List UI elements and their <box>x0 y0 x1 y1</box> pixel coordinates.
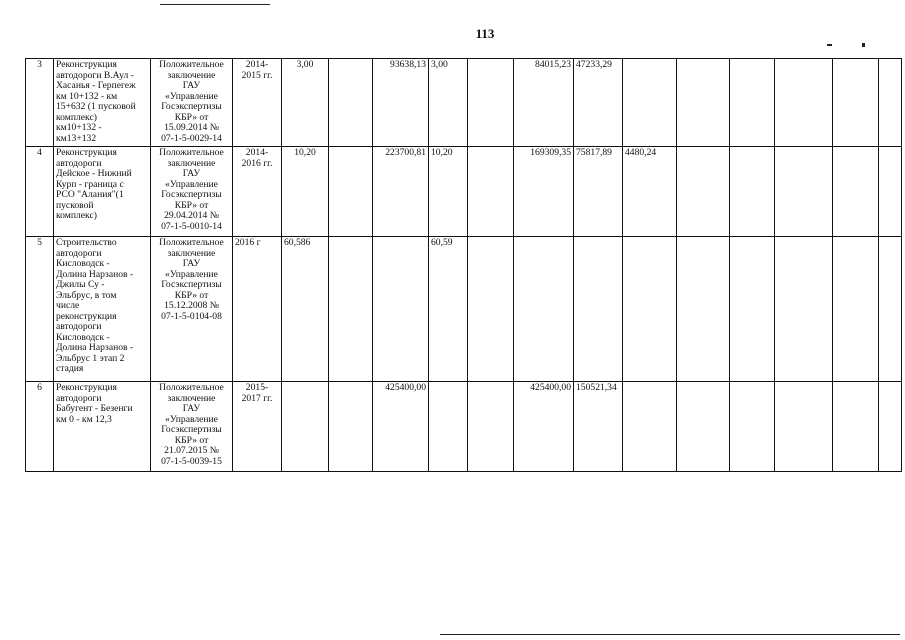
table-cell <box>677 237 730 382</box>
funding-amount: 150521,34 <box>574 382 623 472</box>
page-number: 113 <box>475 26 495 41</box>
scan-artifact <box>862 43 865 47</box>
expert-conclusion: Положительное заключение ГАУ «Управление Госэкспертизы КБР» от 15.09.2014 № 07-1-5-0029-14 <box>151 59 233 147</box>
row-number: 5 <box>26 237 54 382</box>
table-cell <box>429 382 468 472</box>
length-km-input: 3,00 <box>429 59 468 147</box>
length-km: 3,00 <box>282 59 329 147</box>
object-name: Реконструкция автодороги В.Аул - Хасанья - Герпегеж км 10+132 - км 15+632 (1 пусковой комплекс) км10+132 - км13+132 <box>54 59 151 147</box>
table-cell <box>329 237 373 382</box>
total-cost: 425400,00 <box>373 382 429 472</box>
total-cost: 223700,81 <box>373 147 429 237</box>
funding-amount: 84015,23 <box>514 59 574 147</box>
table-cell <box>879 382 902 472</box>
expert-conclusion: Положительное заключение ГАУ «Управление Госэкспертизы КБР» от 15.12.2008 № 07-1-5-0104-08 <box>151 237 233 382</box>
table-cell <box>775 147 833 237</box>
table-cell <box>775 59 833 147</box>
funding-amount: 4480,24 <box>623 147 677 237</box>
table-cell <box>329 147 373 237</box>
row-number: 4 <box>26 147 54 237</box>
table-cell <box>833 382 879 472</box>
funding-amount: 47233,29 <box>574 59 623 147</box>
implementation-period: 2016 г <box>233 237 282 382</box>
table-row <box>26 147 902 237</box>
table-row <box>26 382 902 472</box>
table-cell <box>514 237 574 382</box>
object-name: Реконструкция автодороги Бабугент - Безенги км 0 - км 12,3 <box>54 382 151 472</box>
funding-amount: 425400,00 <box>514 382 574 472</box>
scan-artifact <box>160 4 270 5</box>
scan-artifact <box>827 44 832 46</box>
table-cell <box>373 237 429 382</box>
table-cell <box>468 147 514 237</box>
table-cell <box>730 237 775 382</box>
table-cell <box>677 59 730 147</box>
table-cell <box>775 237 833 382</box>
scan-artifact <box>440 634 900 635</box>
table-cell <box>623 382 677 472</box>
implementation-period: 2015- 2017 гг. <box>233 382 282 472</box>
table-cell <box>833 59 879 147</box>
table-cell <box>730 147 775 237</box>
row-number: 6 <box>26 382 54 472</box>
table-cell <box>879 147 902 237</box>
total-cost: 93638,13 <box>373 59 429 147</box>
table-cell <box>879 59 902 147</box>
table-cell <box>623 59 677 147</box>
implementation-period: 2014- 2015 гг. <box>233 59 282 147</box>
funding-amount: 169309,35 <box>514 147 574 237</box>
length-km-input: 60,59 <box>429 237 468 382</box>
table-cell <box>574 237 623 382</box>
table-row <box>26 237 902 382</box>
length-km-input: 10,20 <box>429 147 468 237</box>
table-cell <box>730 382 775 472</box>
object-name: Строительство автодороги Кисловодск - Долина Нарзанов - Джилы Су - Эльбрус, в том числе реконструкция автодороги Кисловодск - Долина Нарзанов - Эльбрус 1 этап 2 стадия <box>54 237 151 382</box>
table-cell <box>329 59 373 147</box>
table-cell <box>468 59 514 147</box>
table-cell <box>329 382 373 472</box>
length-km: 60,586 <box>282 237 329 382</box>
table-cell <box>833 237 879 382</box>
table-cell <box>879 237 902 382</box>
table-cell <box>730 59 775 147</box>
table-cell <box>677 147 730 237</box>
implementation-period: 2014- 2016 гг. <box>233 147 282 237</box>
road-projects-table <box>25 58 902 472</box>
table-cell <box>833 147 879 237</box>
table-cell <box>623 237 677 382</box>
object-name: Реконструкция автодороги Дейское - Нижний Курп - граница с РСО "Алания"(1 пусковой комплекс) <box>54 147 151 237</box>
length-km: 10,20 <box>282 147 329 237</box>
table-row <box>26 59 902 147</box>
table-cell <box>677 382 730 472</box>
table-cell <box>468 237 514 382</box>
table-cell <box>282 382 329 472</box>
row-number: 3 <box>26 59 54 147</box>
expert-conclusion: Положительное заключение ГАУ «Управление Госэкспертизы КБР» от 21.07.2015 № 07-1-5-0039-15 <box>151 382 233 472</box>
table-cell <box>775 382 833 472</box>
expert-conclusion: Положительное заключение ГАУ «Управление Госэкспертизы КБР» от 29.04.2014 № 07-1-5-0010-14 <box>151 147 233 237</box>
funding-amount: 75817,89 <box>574 147 623 237</box>
table-cell <box>468 382 514 472</box>
